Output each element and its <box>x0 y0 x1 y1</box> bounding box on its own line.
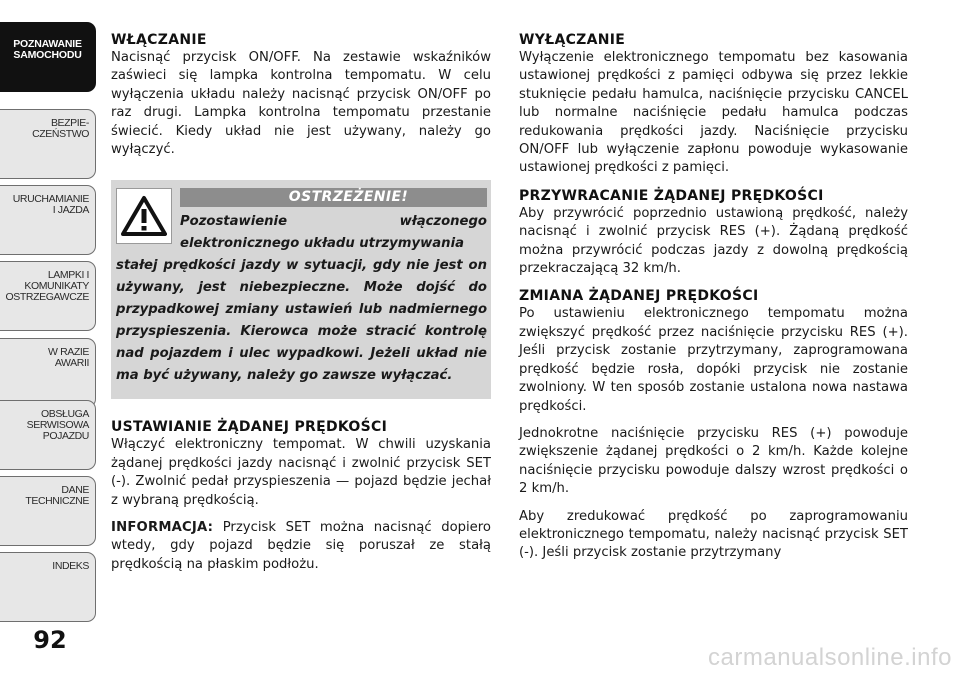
paragraph-informacja <box>111 519 491 574</box>
warning-text-first: Pozostawienie włączonego elektronicznego układu utrzymywania <box>180 214 487 252</box>
info-text: Przycisk SET można nacisnąć dopiero wtedy, gdy pojazd będzie się poruszał ze stałą prędkością na płaskim podłożu. <box>111 520 491 572</box>
paragraph-zmiana-3: Aby zredukować prędkość po zaprogramowaniu elektronicznego tempomatu, należy nacisnąć przycisk SET (-). Jeśli przycisk zostanie przytrzymany <box>519 508 908 561</box>
tab-poznawanie-samochodu[interactable]: POZNAWANIE SAMOCHODU <box>0 22 96 92</box>
tab-uruchamianie-i-jazda[interactable]: URUCHAMIANIE I JAZDA <box>0 185 96 255</box>
tab-bezpieczenstwo[interactable]: BEZPIE- CZEŃSTWO <box>0 109 96 179</box>
paragraph-przywracanie: Aby przywrócić poprzednio ustawioną prędkość, należy nacisnąć i zwolnić przycisk RES (+). Żądaną prędkość można przywrócić podczas jazdy z dowolną prędkością przekraczającą 32 km/h. <box>519 205 908 277</box>
warning-text: stałej prędkości jazdy w sytuacji, gdy nie jest on używany, jest niebezpieczne. Może dojść do przypadkowej zmiany ustawień lub nadmiernego przyspieszenia. Kierowca może stracić kontrolę nad pojazdem i ulec wypadkowi. Jeżeli układ nie ma być używany, należy go zawsze wyłączać. <box>116 258 487 384</box>
paragraph-ustawianie: Włączyć elektroniczny tempomat. W chwili uzyskania żądanej prędkości jazdy nacisnąć i zwolnić przycisk SET (-). Zwolnić pedał przyspieszenia — pojazd będzie jechał z wybraną prędkością. <box>111 437 491 508</box>
warning-title: OSTRZEŻENIE! <box>180 188 487 207</box>
tab-w-razie-awarii[interactable]: W RAZIE AWARII <box>0 338 96 408</box>
tab-dane-techniczne[interactable]: DANE TECHNICZNE <box>0 476 96 546</box>
heading-wlaczanie: WŁĄCZANIE <box>111 32 207 48</box>
left-column <box>111 32 491 574</box>
tab-lampki-i-komunikaty[interactable]: LAMPKI I KOMUNIKATY OSTRZEGAWCZE <box>0 261 96 331</box>
warning-box <box>111 180 491 399</box>
info-label: INFORMACJA: <box>111 520 214 536</box>
paragraph-zmiana-1: Po ustawieniu elektronicznego tempomatu można zwiększyć prędkość przez naciśnięcie przycisku RES (+). Jeśli przycisk zostanie przytrzymany, zaprogramowana prędkość będzie rosła, dopóki przycisk nie zostanie zwolniony. W ten sposób zostanie ustalona nowa nastawa prędkości. <box>519 306 908 414</box>
paragraph-zmiana-2: Jednokrotne naciśnięcie przycisku RES (+) powoduje zwiększenie żądanej prędkości o 2 km/h. Każde kolejne naciśnięcie przycisku powoduje dalszy wzrost prędkości o 2 km/h. <box>519 425 908 497</box>
watermark: carmanualsonline.info <box>708 644 952 671</box>
heading-ustawianie: USTAWIANIE ŻĄDANEJ PRĘDKOŚCI <box>111 419 388 436</box>
heading-przywracanie: PRZYWRACANIE ŻĄDANEJ PRĘDKOŚCI <box>519 187 824 204</box>
paragraph-wlaczanie: Nacisnąć przycisk ON/OFF. Na zestawie wskaźników zaświeci się lampka kontrolna tempomatu. W celu wyłączenia układu należy nacisnąć przycisk ON/OFF po raz drugi. Lampka kontrolna tempomatu przestanie świecić. Kiedy układ nie jest używany, należy go wyłączyć. <box>111 50 491 158</box>
tab-indeks[interactable]: INDEKS <box>0 552 96 622</box>
right-column <box>519 32 908 563</box>
warning-triangle-icon <box>116 188 172 244</box>
heading-zmiana: ZMIANA ŻĄDANEJ PRĘDKOŚCI <box>519 288 759 305</box>
page-number: 92 <box>33 626 67 654</box>
heading-wylaczanie: WYŁĄCZANIE <box>519 32 626 48</box>
tab-obsluga-serwisowa[interactable]: OBSŁUGA SERWISOWA POJAZDU <box>0 400 96 470</box>
paragraph-wylaczanie: Wyłączenie elektronicznego tempomatu bez kasowania ustawionej prędkości z pamięci odbywa się przez lekkie stuknięcie pedału hamulca, naciśnięcie przycisku CANCEL lub normalne naciśnięcie pedału hamulca podczas redukowania prędkości jazdy. Naciśnięcie przycisku ON/OFF lub wyłączenie zapłonu powoduje wykasowanie ustawionej prędkości z pamięci. <box>519 50 908 176</box>
